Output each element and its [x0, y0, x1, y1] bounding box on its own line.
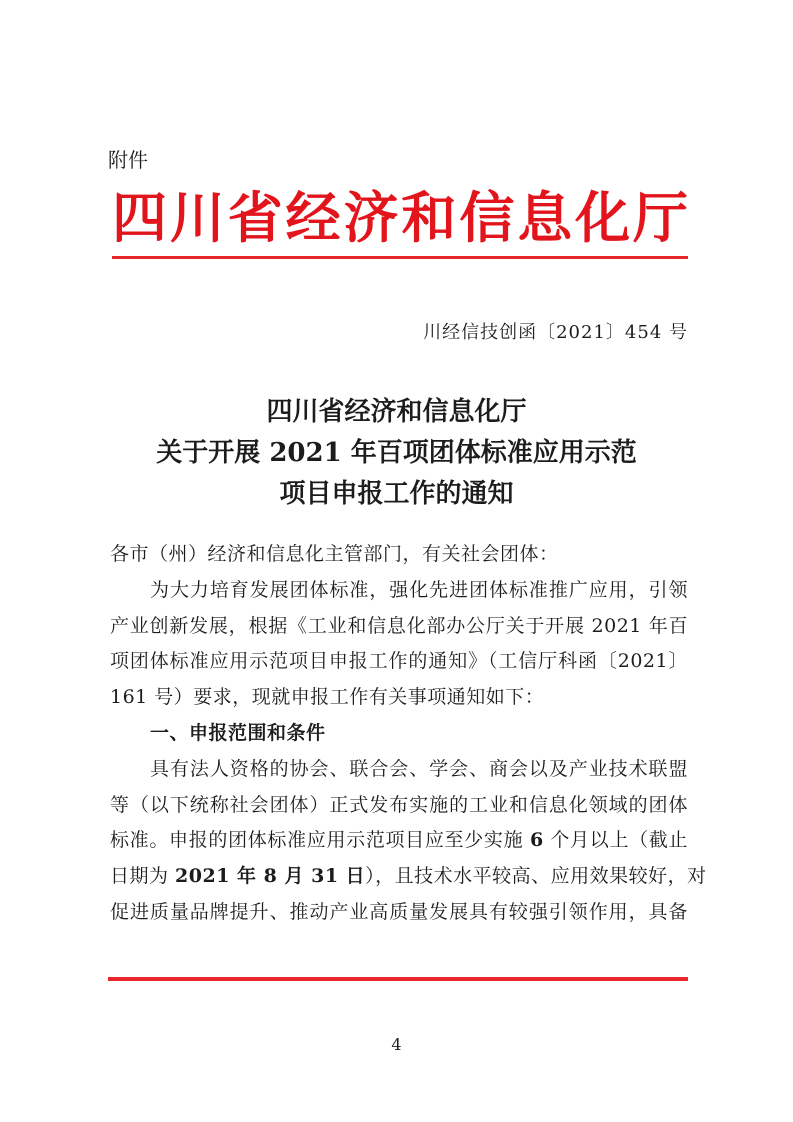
- paragraph2-line: [110, 823, 688, 859]
- paragraph2-line: 促进质量品牌提升、推动产业高质量发展具有较强引领作用，具备: [110, 900, 688, 923]
- section1-heading: 一、申报范围和条件: [150, 721, 326, 744]
- salutation: 各市（州）经济和信息化主管部门，有关社会团体：: [110, 543, 559, 565]
- document-body: [110, 537, 707, 931]
- attachment-label: 附件: [108, 148, 148, 172]
- text-segment: ），且技术水平较高、应用效果较好，对: [365, 865, 707, 888]
- emphasized-duration: 6: [529, 829, 544, 852]
- text-segment: 个月以上（截止: [543, 829, 688, 852]
- masthead-red-rule: [112, 256, 688, 259]
- page-number: 4: [391, 1035, 402, 1054]
- paragraph2-line: 具有法人资格的协会、联合会、学会、商会以及产业技术联盟: [150, 757, 688, 780]
- paragraph2-line: [110, 859, 707, 895]
- paragraph1-line: 为大力培育发展团体标准，强化先进团体标准推广应用，引领: [150, 578, 688, 601]
- text-segment: 日期为: [110, 865, 176, 888]
- document-number: 川经信技创函〔2021〕454 号: [423, 322, 688, 343]
- emphasized-deadline-date: 2021 年 8 月 31 日: [175, 865, 366, 888]
- title-line-1: 四川省经济和信息化厅: [266, 397, 527, 427]
- paragraph2-line: 等（以下统称社会团体）正式发布实施的工业和信息化领域的团体: [110, 793, 688, 816]
- paragraph1-line: 产业创新发展，根据《工业和信息化部办公厅关于开展 2021 年百: [110, 614, 688, 637]
- paragraph1-line: 161 号）要求，现就申报工作有关事项通知如下：: [110, 686, 545, 709]
- text-segment: 标准。申报的团体标准应用示范项目应至少实施: [110, 829, 530, 852]
- paragraph1-line: 项团体标准应用示范项目申报工作的通知》（工信厅科函〔2021〕: [110, 650, 688, 673]
- document-title: [0, 392, 793, 515]
- footer-red-rule: [108, 977, 688, 981]
- title-line-2: 关于开展 2021 年百项团体标准应用示范: [156, 438, 637, 468]
- title-line-3: 项目申报工作的通知: [279, 479, 514, 509]
- masthead-title: 四川省经济和信息化厅: [112, 186, 688, 250]
